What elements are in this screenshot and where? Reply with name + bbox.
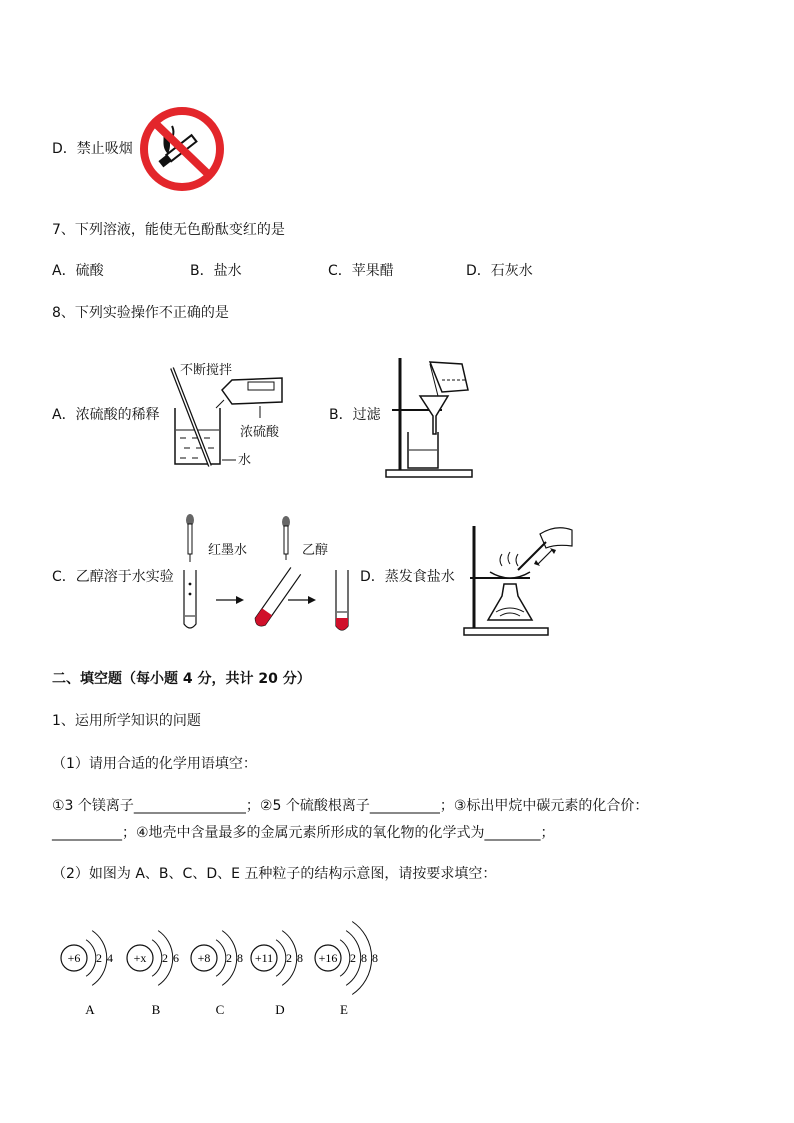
q8-option-d: D．蒸发食盐水 [360, 569, 455, 585]
q8-option-a: A．浓硫酸的稀释 [52, 407, 160, 423]
q7-option-d: D．石灰水 [466, 263, 533, 279]
nucleus-charge: +11 [254, 951, 274, 965]
shell-electron-count: 8 [372, 951, 378, 965]
q7-option-b: B．盐水 [190, 263, 242, 279]
q8-option-b: B．过滤 [329, 407, 381, 423]
acid-dilution-figure [160, 356, 310, 474]
fill1-stem: 1、运用所学知识的问题 [52, 713, 201, 729]
label-water: 水 [238, 453, 252, 468]
nucleus-charge: +8 [197, 951, 211, 965]
evaporation-figure [460, 520, 578, 640]
shell-electron-count: 8 [297, 951, 303, 965]
q8-option-c: C．乙醇溶于水实验 [52, 569, 174, 585]
particle-B [127, 931, 179, 1017]
shell-electron-count: 2 [350, 951, 356, 965]
label-conc-acid: 浓硫酸 [240, 425, 280, 440]
particle-E [315, 921, 378, 1017]
q7-option-a: A．硫酸 [52, 263, 104, 279]
particle-label: C [215, 1002, 225, 1017]
ethanol-water-figure [176, 510, 376, 642]
particle-label: B [151, 1002, 161, 1017]
q7-stem: 7、下列溶液，能使无色酚酞变红的是 [52, 222, 285, 238]
nucleus-charge: +6 [67, 951, 81, 965]
shell-electron-count: 2 [96, 951, 102, 965]
particle-structure-diagrams [50, 910, 400, 1025]
label-ethanol: 乙醇 [302, 543, 329, 558]
nucleus-charge: +x [133, 951, 147, 965]
shell-electron-count: 8 [361, 951, 367, 965]
fill1-part2: （2）如图为 A、B、C、D、E 五种粒子的结构示意图，请按要求填空： [52, 866, 497, 882]
label-stir: 不断搅拌 [180, 363, 233, 378]
particle-label: D [275, 1002, 285, 1017]
particle-label: E [340, 1002, 348, 1017]
shell-electron-count: 4 [107, 951, 113, 965]
particle-C [191, 931, 243, 1017]
shell-electron-count: 2 [162, 951, 168, 965]
nucleus-charge: +16 [318, 951, 338, 965]
q6-option-d: D．禁止吸烟 [52, 141, 133, 157]
fill1-part1: （1）请用合适的化学用语填空： [52, 756, 257, 772]
particle-A [61, 931, 113, 1017]
shell-electron-count: 8 [237, 951, 243, 965]
shell-electron-count: 2 [226, 951, 232, 965]
shell-electron-count: 6 [173, 951, 179, 965]
no-smoking-sign-icon [136, 104, 228, 194]
shell-electron-count: 2 [286, 951, 292, 965]
filtration-figure [382, 352, 476, 480]
label-red-ink: 红墨水 [208, 543, 248, 558]
q8-stem: 8、下列实验操作不正确的是 [52, 305, 229, 321]
fill1-line1: ①3 个镁离子________________；②5 个硫酸根离子__________；③标出甲烷中碳元素的化合价： [52, 798, 649, 814]
section-heading: 二、填空题（每小题 4 分，共计 20 分） [52, 671, 311, 687]
fill1-line2: __________；④地壳中含量最多的金属元素所形成的氧化物的化学式为________； [52, 825, 555, 841]
particle-label: A [85, 1002, 95, 1017]
particle-D [251, 931, 303, 1017]
q7-option-c: C．苹果醋 [328, 263, 394, 279]
